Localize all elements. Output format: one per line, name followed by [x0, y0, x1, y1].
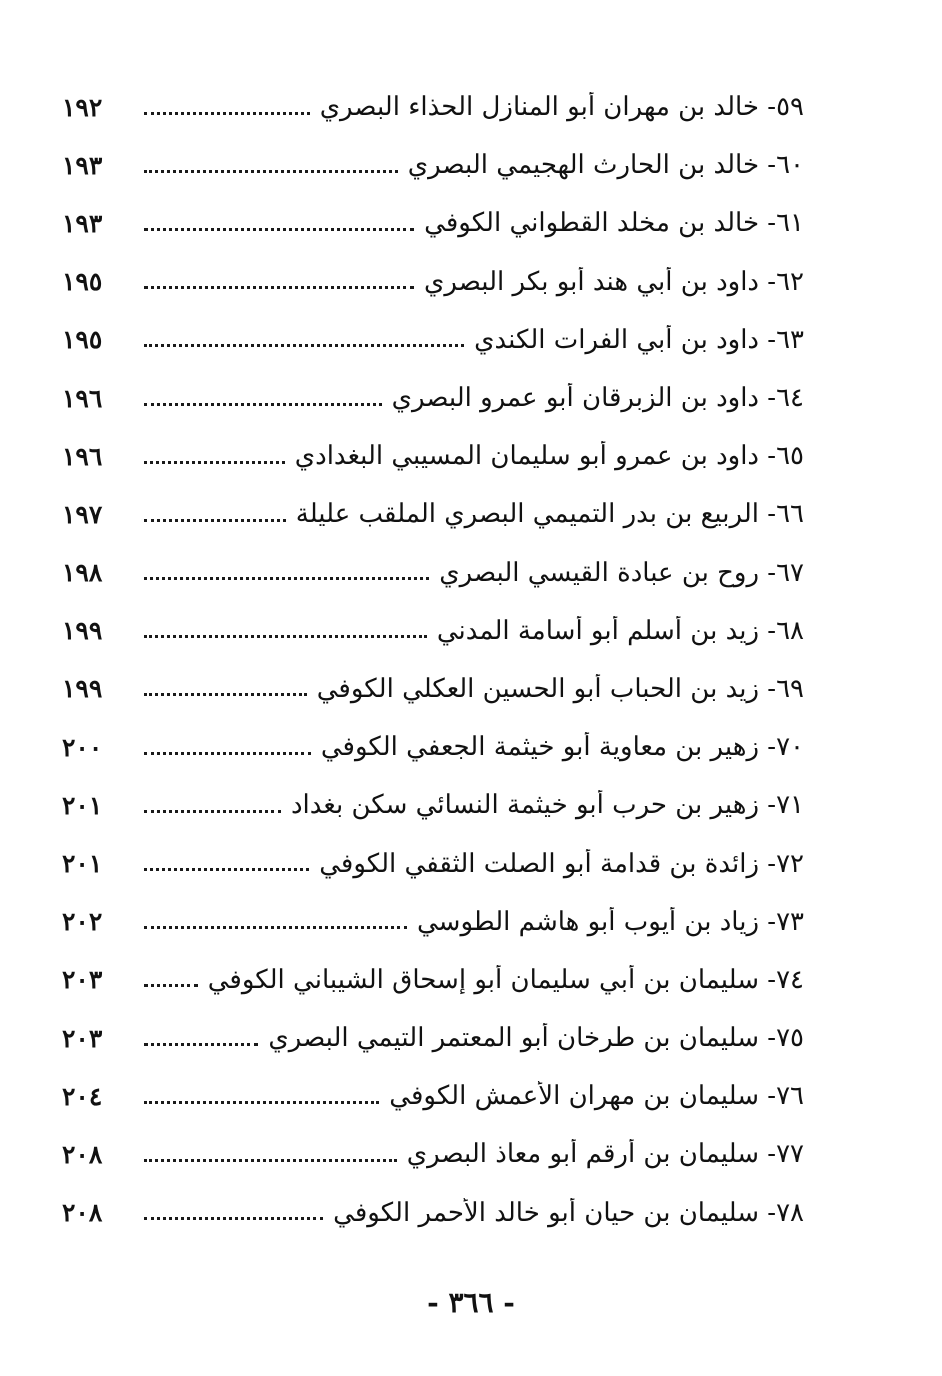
dot-leader: [144, 1217, 323, 1220]
toc-entry-title: ٦٧- روح بن عبادة القيسي البصري: [439, 557, 804, 588]
toc-page-number: ٢٠٤: [62, 1081, 103, 1111]
toc-page-number: ٢٠٨: [62, 1198, 103, 1228]
dot-leader: [144, 228, 414, 231]
toc-entry-title: ٦٨- زيد بن أسلم أبو أسامة المدني: [436, 615, 804, 646]
dot-leader: [144, 984, 198, 987]
dot-leader: [144, 868, 309, 871]
dot-leader: [144, 112, 310, 115]
toc-page-number: ٢٠١: [62, 849, 103, 879]
toc-page-number: ١٩٦: [62, 383, 103, 413]
dot-leader: [144, 1159, 397, 1162]
toc-page-number: ١٩٥: [62, 267, 103, 297]
dot-leader: [144, 170, 398, 173]
toc-entry-title: ٧٥- سليمان بن طرخان أبو المعتمر التيمي البصري: [268, 1023, 804, 1054]
toc-entry-title: ٧٣- زياد بن أيوب أبو هاشم الطوسي: [417, 906, 804, 937]
toc-entry: [62, 1067, 804, 1125]
dot-leader: [144, 752, 311, 755]
toc-entry-title: ٧٠- زهير بن معاوية أبو خيثمة الجعفي الكوفي: [320, 732, 804, 763]
toc-entry-title: ٦٥- داود بن عمرو أبو سليمان المسيبي البغدادي: [294, 441, 804, 472]
dot-leader: [144, 286, 414, 289]
toc-page-number: ١٩٩: [62, 616, 103, 646]
toc-page-number: ٢٠٨: [62, 1139, 103, 1169]
toc-page-number: ١٩٥: [62, 325, 103, 355]
dot-leader: [144, 461, 285, 464]
toc-entry: [62, 78, 804, 136]
dot-leader: [144, 635, 427, 638]
page-number-footer: - ٣٦٦ -: [427, 1286, 515, 1319]
toc-entry: [62, 369, 804, 427]
toc-entry-title: ٧١- زهير بن حرب أبو خيثمة النسائي سكن بغداد: [290, 790, 804, 821]
toc-entry: [62, 834, 804, 892]
toc-page-number: ٢٠٠: [62, 732, 103, 762]
toc-page-number: ٢٠٢: [62, 907, 103, 937]
toc-entry: [62, 253, 804, 311]
dot-leader: [144, 926, 407, 929]
toc-page-number: ١٩٧: [62, 499, 103, 529]
toc-entry: [62, 893, 804, 951]
toc-entry-title: ٧٤- سليمان بن أبي سليمان أبو إسحاق الشيباني الكوفي: [207, 964, 804, 995]
toc-entry: [62, 311, 804, 369]
toc-page-number: ١٩٨: [62, 558, 103, 588]
toc-page-number: ٢٠٣: [62, 1023, 103, 1053]
toc-page-number: ١٩٩: [62, 674, 103, 704]
dot-leader: [144, 1043, 258, 1046]
dot-leader: [144, 810, 281, 813]
toc-entry: [62, 1184, 804, 1242]
toc-entry: [62, 427, 804, 485]
toc-entry: [62, 718, 804, 776]
toc-entry: [62, 544, 804, 602]
toc-entry: [62, 951, 804, 1009]
toc-entry-title: ٦٦- الربيع بن بدر التميمي البصري الملقب عليلة: [295, 499, 804, 530]
dot-leader: [144, 519, 286, 522]
dot-leader: [144, 693, 307, 696]
toc-entry: [62, 194, 804, 252]
table-of-contents: [62, 78, 804, 1242]
toc-entry: [62, 1009, 804, 1067]
toc-entry-title: ٧٨- سليمان بن حيان أبو خالد الأحمر الكوفي: [333, 1197, 804, 1228]
toc-entry: [62, 660, 804, 718]
toc-entry-title: ٦٠- خالد بن الحارث الهجيمي البصري: [407, 150, 804, 181]
toc-page-number: ١٩٦: [62, 441, 103, 471]
toc-entry: [62, 602, 804, 660]
toc-entry: [62, 485, 804, 543]
toc-page-number: ١٩٣: [62, 208, 103, 238]
dot-leader: [144, 1101, 379, 1104]
toc-entry-title: ٦١- خالد بن مخلد القطواني الكوفي: [424, 208, 804, 239]
toc-page-number: ٢٠٣: [62, 965, 103, 995]
toc-page-number: ١٩٢: [62, 92, 103, 122]
toc-entry: [62, 776, 804, 834]
toc-entry-title: ٧٦- سليمان بن مهران الأعمش الكوفي: [389, 1081, 804, 1112]
dot-leader: [144, 344, 464, 347]
toc-entry-title: ٦٩- زيد بن الحباب أبو الحسين العكلي الكوفي: [316, 673, 804, 704]
toc-entry-title: ٧٧- سليمان بن أرقم أبو معاذ البصري: [406, 1139, 804, 1170]
toc-page-number: ٢٠١: [62, 790, 103, 820]
dot-leader: [144, 403, 382, 406]
toc-entry-title: ٦٢- داود بن أبي هند أبو بكر البصري: [424, 266, 804, 297]
dot-leader: [144, 577, 429, 580]
toc-entry-title: ٦٣- داود بن أبي الفرات الكندي: [474, 324, 804, 355]
toc-entry-title: ٦٤- داود بن الزبرقان أبو عمرو البصري: [391, 383, 804, 414]
toc-entry-title: ٧٢- زائدة بن قدامة أبو الصلت الثقفي الكوفي: [319, 848, 804, 879]
toc-entry-title: ٥٩- خالد بن مهران أبو المنازل الحذاء البصري: [319, 92, 804, 123]
toc-entry: [62, 136, 804, 194]
toc-entry: [62, 1125, 804, 1183]
toc-page-number: ١٩٣: [62, 150, 103, 180]
